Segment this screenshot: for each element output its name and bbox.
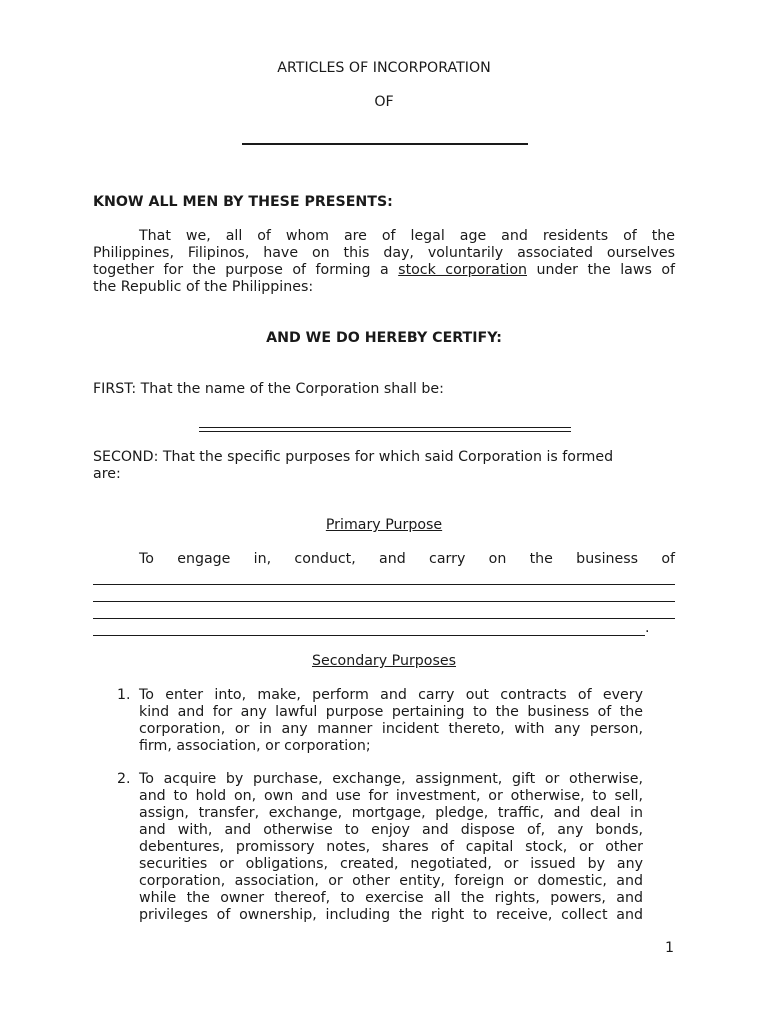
corporation-name-blank-line bbox=[242, 143, 528, 145]
list-item-line: To acquire by purchase, exchange, assignment, gift or otherwise, bbox=[139, 771, 643, 787]
primary-purpose-period: . bbox=[645, 620, 650, 636]
list-item-text bbox=[139, 687, 643, 755]
primary-purpose-text: To engage in, conduct, and carry on the business of bbox=[139, 551, 675, 567]
preamble-line: the Republic of the Philippines: bbox=[93, 279, 314, 295]
primary-purpose-heading: Primary Purpose bbox=[325, 517, 443, 533]
list-item-line: firm, association, or corporation; bbox=[139, 738, 371, 754]
list-item-line: kind and for any lawful purpose pertaining to the business of the bbox=[139, 704, 643, 720]
list-item-text bbox=[139, 771, 643, 924]
primary-purpose-blank-line bbox=[93, 635, 645, 636]
list-item-line: assign, transfer, exchange, mortgage, pledge, traffic, and deal in bbox=[139, 805, 643, 821]
preamble-heading: KNOW ALL MEN BY THESE PRESENTS: bbox=[93, 194, 393, 210]
page-number: 1 bbox=[665, 940, 675, 956]
list-item-line: corporation, or in any manner incident thereto, with any person, bbox=[139, 721, 643, 737]
list-item-line: To enter into, make, perform and carry out contracts of every bbox=[139, 687, 643, 703]
preamble-line: That we, all of whom are of legal age and residents of the bbox=[139, 228, 675, 244]
article-second-line: are: bbox=[93, 466, 121, 482]
document-title-of: OF bbox=[374, 94, 394, 110]
corporation-name-double-line bbox=[199, 427, 571, 432]
preamble-text: together for the purpose of forming a bbox=[93, 262, 399, 278]
list-item-number: 2. bbox=[117, 771, 131, 787]
article-second-line: SECOND: That the specific purposes for which said Corporation is formed bbox=[93, 449, 614, 465]
list-item-line: debentures, promissory notes, shares of capital stock, or other bbox=[139, 839, 643, 855]
preamble-line bbox=[93, 262, 675, 279]
preamble-text: under the laws of bbox=[527, 262, 675, 278]
list-item-line: while the owner thereof, to exercise all the rights, powers, and bbox=[139, 890, 643, 906]
article-first: FIRST: That the name of the Corporation shall be: bbox=[93, 381, 444, 397]
secondary-purposes-heading: Secondary Purposes bbox=[312, 653, 456, 669]
preamble-line: Philippines, Filipinos, have on this day, voluntarily associated ourselves bbox=[93, 245, 675, 261]
list-item-line: securities or obligations, created, negotiated, or issued by any bbox=[139, 856, 643, 872]
primary-purpose-blank-line bbox=[93, 584, 675, 585]
preamble-paragraph bbox=[93, 228, 675, 296]
certify-heading: AND WE DO HEREBY CERTIFY: bbox=[266, 330, 502, 346]
article-second bbox=[93, 449, 675, 483]
primary-purpose-blank-line bbox=[93, 618, 675, 619]
list-item-number: 1. bbox=[117, 687, 131, 703]
list-item-line: corporation, association, or other entity, foreign or domestic, and bbox=[139, 873, 643, 889]
list-item-line: and with, and otherwise to enjoy and dispose of, any bonds, bbox=[139, 822, 643, 838]
list-item-line: and to hold on, own and use for investment, or otherwise, to sell, bbox=[139, 788, 643, 804]
stock-corporation-term: stock corporation bbox=[398, 262, 527, 278]
document-title: ARTICLES OF INCORPORATION bbox=[277, 60, 491, 76]
list-item-line: privileges of ownership, including the right to receive, collect and bbox=[139, 907, 643, 923]
primary-purpose-blank-line bbox=[93, 601, 675, 602]
